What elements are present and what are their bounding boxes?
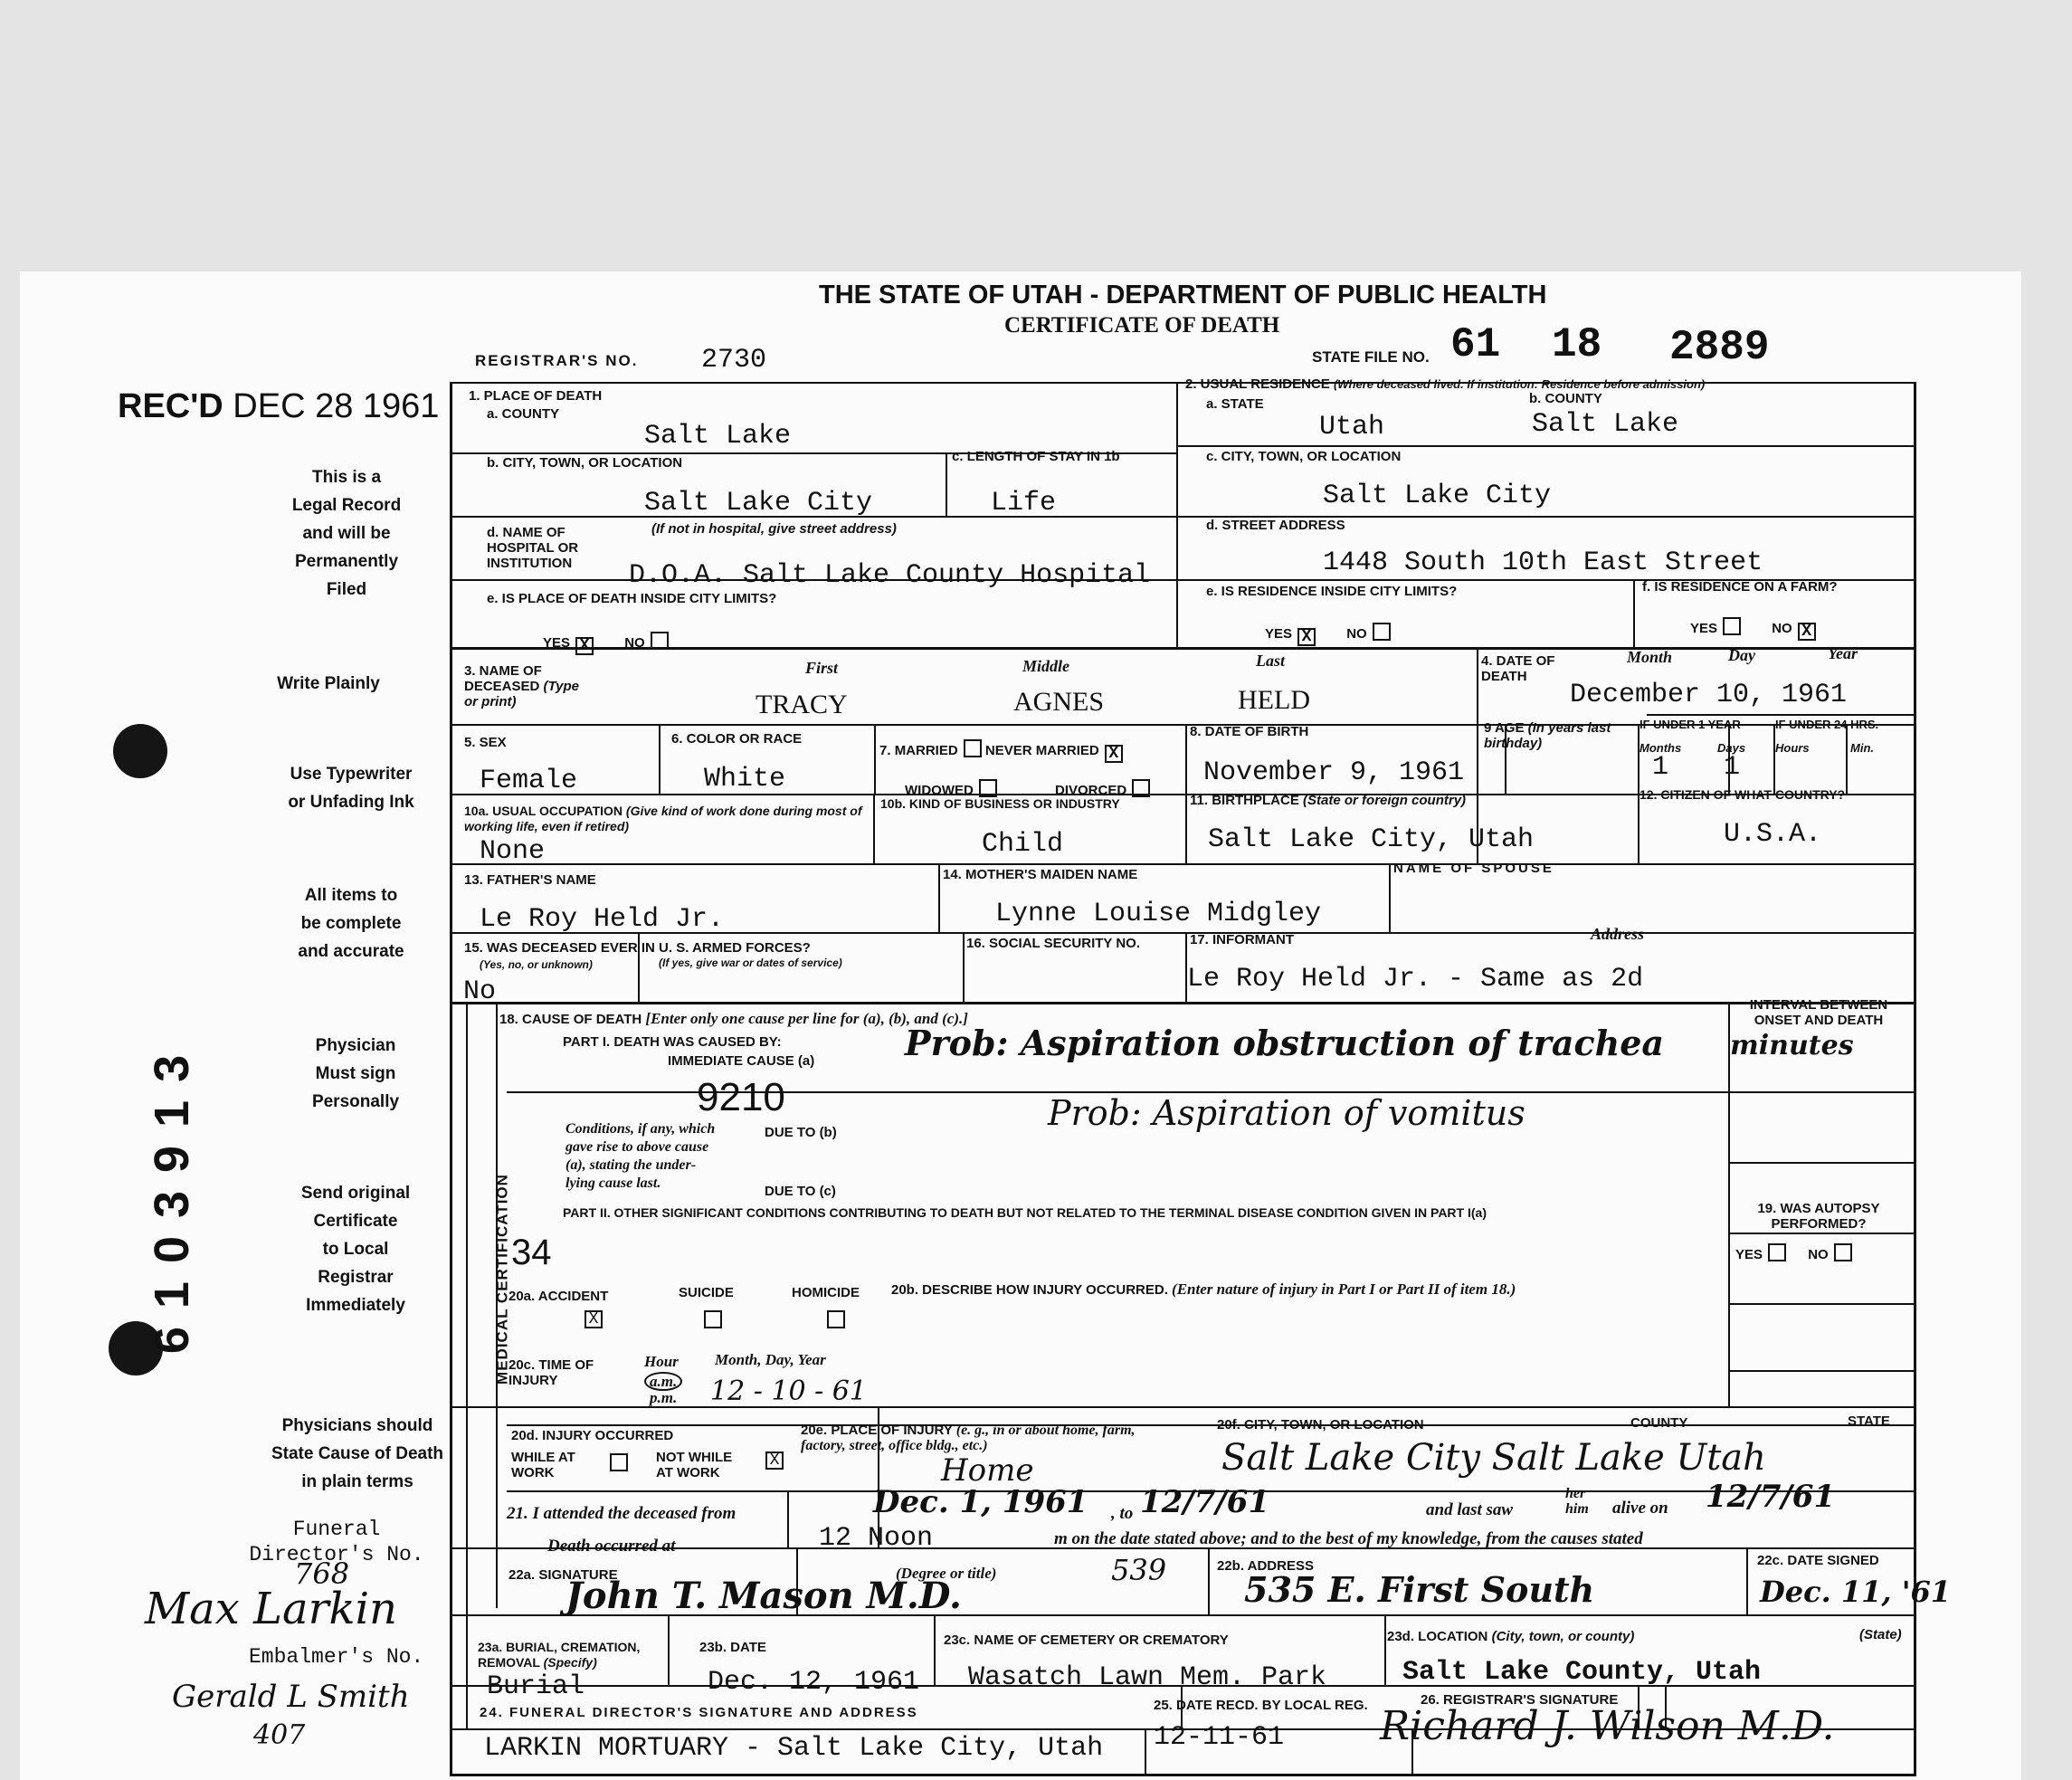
months-label: Months: [1640, 741, 1682, 755]
burial-date-label: 23b. DATE: [699, 1640, 766, 1655]
informant-label: 17. INFORMANT: [1190, 932, 1295, 947]
embalmer-signature: Gerald L Smith: [172, 1679, 410, 1715]
date-received-label: 25. DATE RECD. BY LOCAL REG.: [1154, 1698, 1368, 1713]
part2-label: PART II. OTHER SIGNIFICANT CONDITIONS CONTRIBUTING TO DEATH BUT NOT RELATED TO THE TERMINAL DISEASE CONDITION GIVEN IN PART I(a): [563, 1205, 1487, 1220]
row-line: [1728, 1303, 1914, 1305]
farm-answer: YES NO X: [1690, 617, 1816, 641]
race: White: [704, 764, 786, 795]
place-of-death-label: 1. PLACE OF DEATH: [469, 388, 603, 404]
row-line: [1728, 1233, 1914, 1234]
to-label: , to: [1111, 1504, 1134, 1523]
cause-b: Prob: Aspiration of vomitus: [1048, 1093, 1525, 1133]
cause-of-death-label: 18. CAUSE OF DEATH [Enter only one cause per line for (a), (b), and (c).]: [499, 1010, 968, 1027]
while-at-work: WHILE AT WORK: [511, 1450, 575, 1480]
stay-length: Life: [991, 488, 1057, 519]
mdy-label: Month, Day, Year: [715, 1351, 826, 1368]
typewriter-note: Use Typewriter or Unfading Ink: [288, 765, 414, 812]
physician-address-label: 22b. ADDRESS: [1217, 1558, 1314, 1574]
immediate-cause: Prob: Aspiration obstruction of trachea: [905, 1023, 1665, 1063]
residence-city-label: c. CITY, TOWN, OR LOCATION: [1206, 449, 1402, 464]
her-him-label: her him: [1565, 1486, 1589, 1517]
cemetery-label: 23c. NAME OF CEMETERY OR CREMATORY: [944, 1632, 1229, 1648]
header-subtitle: CERTIFICATE OF DEATH: [1004, 313, 1280, 338]
attended-from: Dec. 1, 1961: [873, 1484, 1088, 1520]
col-line: [1746, 1547, 1748, 1614]
row-line: [507, 1424, 1914, 1426]
marital-status: 7. MARRIED NEVER MARRIED X WIDOWED DIVORCED: [879, 731, 1150, 811]
registrar-no: 2730: [701, 345, 767, 376]
residence-county: Salt Lake: [1532, 409, 1679, 440]
autopsy-answer: YES NO: [1735, 1243, 1852, 1262]
occupation: None: [480, 836, 546, 867]
accident-checkbox[interactable]: X: [585, 1310, 603, 1328]
funeral-director: LARKIN MORTUARY - Salt Lake City, Utah: [484, 1733, 1104, 1764]
first-name-label: First: [805, 659, 839, 677]
part1-label: PART I. DEATH WAS CAUSED BY:: [563, 1034, 782, 1050]
injury-occurred-label: 20d. INJURY OCCURRED: [511, 1428, 674, 1443]
row-line: [1728, 1370, 1914, 1372]
birth-date: November 9, 1961: [1203, 757, 1465, 788]
row-line: [452, 1002, 1914, 1004]
middle-name: AGNES: [1013, 687, 1105, 717]
place-of-injury-label: 20e. PLACE OF INJURY (e. g., in or about home, farm, factory, street, office bldg., etc.): [801, 1423, 1136, 1453]
minutes-label: Min.: [1850, 741, 1874, 755]
col-line: [873, 794, 875, 863]
suicide-label: SUICIDE: [679, 1285, 734, 1300]
not-while-at-work: NOT WHILE AT WORK: [656, 1450, 733, 1480]
injury-date: 12 - 10 - 61: [710, 1375, 867, 1407]
col-line: [938, 863, 940, 932]
death-city: Salt Lake City: [644, 488, 873, 519]
armed-forces-label: 15. WAS DECEASED EVER IN U. S. ARMED FORCES?: [464, 940, 811, 956]
informant: Le Roy Held Jr. - Same as 2d: [1187, 964, 1644, 995]
row-line: [452, 1406, 1914, 1408]
signature-label: 22a. SIGNATURE: [508, 1567, 618, 1583]
col-line: [934, 1614, 936, 1685]
received-label: REC'D: [118, 387, 223, 425]
inside-city-label: e. IS PLACE OF DEATH INSIDE CITY LIMITS?: [487, 591, 777, 606]
sex-label: 5. SEX: [464, 735, 507, 750]
suicide-checkbox[interactable]: [704, 1310, 722, 1328]
date-signed: Dec. 11, '61: [1760, 1575, 1952, 1609]
inside-city-no-checkbox[interactable]: [651, 632, 669, 650]
interval-label: INTERVAL BETWEEN ONSET AND DEATH: [1749, 997, 1888, 1028]
armed-forces-hint-2: (If yes, give war or dates of service): [659, 957, 842, 969]
residence-state-label: a. STATE: [1206, 396, 1264, 412]
physician-number: 539: [1111, 1553, 1167, 1587]
while-at-work-checkbox[interactable]: [610, 1453, 628, 1471]
residence-city-yes-checkbox[interactable]: X: [1297, 628, 1316, 646]
last-name-label: Last: [1256, 652, 1286, 670]
industry-label: 10b. KIND OF BUSINESS OR INDUSTRY: [880, 796, 1120, 811]
write-plainly-note: Write Plainly: [277, 674, 380, 693]
stay-length-label: c. LENGTH OF STAY IN 1b: [952, 449, 1120, 464]
embalmer-no: 407: [253, 1719, 306, 1751]
header-title: THE STATE OF UTAH - DEPARTMENT OF PUBLIC HEALTH: [819, 281, 1547, 309]
complete-note: All items to be complete and accurate: [298, 886, 404, 961]
funeral-director-signature: Max Larkin: [145, 1584, 397, 1634]
date-signed-label: 22c. DATE SIGNED: [1757, 1553, 1879, 1568]
first-name: TRACY: [756, 690, 848, 719]
death-time: 12 Noon: [819, 1523, 934, 1554]
funeral-director-no: 768: [294, 1556, 350, 1591]
autopsy-yes-checkbox[interactable]: [1768, 1243, 1786, 1261]
homicide-label: HOMICIDE: [792, 1285, 860, 1300]
death-day-label: Day: [1728, 646, 1755, 664]
col-line: [1389, 863, 1391, 932]
pm-label: p.m.: [650, 1389, 678, 1406]
inside-city-yes-checkbox[interactable]: X: [575, 637, 594, 655]
father-name-label: 13. FATHER'S NAME: [464, 872, 596, 888]
injury-location: Salt Lake City Salt Lake Utah: [1221, 1437, 1766, 1479]
state-file-2: 18: [1552, 321, 1602, 368]
am-label: a.m.: [644, 1372, 682, 1391]
armed-forces-hint-1: (Yes, no, or unknown): [480, 958, 593, 971]
received-stamp: [118, 387, 439, 426]
last-saw-label: and last saw: [1426, 1500, 1514, 1519]
state-cause-note: Physicians should State Cause of Death in plain terms: [271, 1416, 444, 1491]
state-file-3: 2889: [1669, 324, 1770, 371]
punch-hole: [113, 724, 167, 778]
spouse-label: NAME OF SPOUSE: [1393, 861, 1554, 876]
birthplace: Salt Lake City, Utah: [1208, 824, 1535, 855]
degree-label: (Degree or title): [896, 1565, 997, 1582]
time-of-injury-label: 20c. TIME OF INJURY: [508, 1357, 594, 1388]
col-line: [659, 724, 661, 794]
row-line: [1728, 1162, 1914, 1164]
hours-label: Hours: [1775, 741, 1810, 755]
registrar-signature: Richard J. Wilson M.D.: [1380, 1703, 1835, 1749]
inside-city-answer: YES X NO: [543, 632, 669, 655]
legal-record-note: This is a Legal Record and will be Permanently Filed: [291, 468, 402, 599]
autopsy-no-checkbox[interactable]: [1834, 1243, 1852, 1261]
death-statement: m on the date stated above; and to the best of my knowledge, from the causes stated: [1054, 1529, 1643, 1548]
farm-yes-checkbox[interactable]: [1723, 617, 1741, 635]
not-while-at-work-checkbox[interactable]: X: [765, 1452, 784, 1470]
under-1-year-label: IF UNDER 1 YEAR: [1640, 718, 1741, 731]
residence-city-no-checkbox[interactable]: [1373, 623, 1391, 641]
col-line: [963, 932, 965, 1002]
interval: minutes: [1730, 1030, 1854, 1061]
due-to-b-label: DUE TO (b): [765, 1125, 837, 1140]
burial-date: Dec. 12, 1961: [708, 1667, 920, 1698]
injury-city-label: 20f. CITY, TOWN, OR LOCATION: [1217, 1417, 1424, 1433]
col-line: [1185, 724, 1187, 863]
registrar-no-label: REGISTRAR'S NO.: [475, 352, 639, 369]
date-of-death-label: 4. DATE OF DEATH: [1481, 653, 1555, 684]
diagnosis-code: 9210: [697, 1075, 785, 1119]
hour-label: Hour: [644, 1353, 679, 1370]
attended-to: 12/7/61: [1140, 1484, 1270, 1520]
vertical-file-number: 6103913: [145, 1036, 199, 1355]
hospital-hint: (If not in hospital, give street address): [651, 521, 897, 537]
armed-forces: No: [463, 976, 497, 1007]
mother-name: Lynne Louise Midgley: [995, 899, 1322, 929]
residence-county-label: b. COUNTY: [1529, 391, 1602, 406]
under-24-hours-label: IF UNDER 24 HRS.: [1775, 718, 1879, 731]
divorced-checkbox[interactable]: [1132, 779, 1150, 797]
farm-label: f. IS RESIDENCE ON A FARM?: [1642, 579, 1838, 595]
age-months: 1: [1652, 752, 1669, 783]
ssn-label: 16. SOCIAL SECURITY NO.: [966, 936, 1140, 951]
farm-no-checkbox[interactable]: X: [1798, 623, 1816, 641]
homicide-checkbox[interactable]: [827, 1310, 845, 1328]
burial-state-label: (State): [1859, 1627, 1902, 1642]
row-line: [452, 863, 1914, 865]
medical-certification-label: MEDICAL CERTIFICATION: [493, 1174, 511, 1385]
date-received: 12-11-61: [1154, 1722, 1285, 1753]
residence-city: Salt Lake City: [1323, 481, 1552, 511]
funeral-director-sig-label: 24. FUNERAL DIRECTOR'S SIGNATURE AND ADDRESS: [480, 1705, 918, 1720]
col-line: [787, 1490, 789, 1547]
funeral-director-label: Funeral Director's No.: [249, 1518, 424, 1566]
residence-inside-city-label: e. IS RESIDENCE INSIDE CITY LIMITS?: [1206, 584, 1458, 599]
last-seen-alive: 12/7/61: [1706, 1479, 1836, 1515]
mother-name-label: 14. MOTHER'S MAIDEN NAME: [943, 867, 1138, 882]
col-line: [1145, 1728, 1146, 1774]
col-line: [1176, 382, 1178, 647]
age-label: 9 AGE (In years last birthday): [1484, 720, 1611, 751]
sex: Female: [480, 766, 578, 796]
col-line: [1208, 1547, 1210, 1614]
middle-name-label: Middle: [1022, 657, 1069, 675]
last-name: HELD: [1238, 685, 1310, 715]
death-month-label: Month: [1627, 648, 1673, 666]
conditions-label: Conditions, if any, which gave rise to above cause (a), stating the under- lying cause last.: [566, 1121, 716, 1191]
col-line: [466, 1002, 468, 1728]
race-label: 6. COLOR OR RACE: [671, 731, 803, 747]
state-file-label: STATE FILE NO.: [1312, 348, 1430, 366]
hospital-label: d. NAME OF HOSPITAL OR INSTITUTION: [487, 525, 579, 571]
widowed-checkbox[interactable]: [979, 779, 997, 797]
birth-date-label: 8. DATE OF BIRTH: [1190, 724, 1309, 739]
residence-inside-city-answer: YES X NO: [1265, 623, 1391, 646]
col-line: [1846, 724, 1848, 794]
street-address-label: d. STREET ADDRESS: [1206, 518, 1345, 533]
deceased-name-label: 3. NAME OF DECEASED (Type or print): [464, 663, 579, 709]
diagnosis-code-2: 34: [511, 1233, 552, 1272]
attended-label: 21. I attended the deceased from: [507, 1504, 737, 1523]
residence-state: Utah: [1319, 412, 1385, 443]
col-line: [1384, 1614, 1386, 1685]
disposition: Burial: [487, 1671, 585, 1702]
citizen-label: 12. CITIZEN OF WHAT COUNTRY?: [1640, 787, 1846, 802]
usual-residence-label: 2. USUAL RESIDENCE (Where deceased lived. If institution: Residence before admission): [1185, 376, 1706, 392]
due-to-c-label: DUE TO (c): [765, 1184, 836, 1199]
birthplace-label: 11. BIRTHPLACE (State or foreign country): [1190, 793, 1467, 808]
physician-address: 535 E. First South: [1244, 1569, 1595, 1610]
col-line: [1773, 724, 1775, 794]
place-of-injury: Home: [941, 1452, 1034, 1489]
burial-location-label: 23d. LOCATION (City, town, or county): [1387, 1629, 1635, 1644]
physician-signature: John T. Mason M.D.: [566, 1575, 962, 1617]
death-city-label: b. CITY, TOWN, OR LOCATION: [487, 455, 683, 471]
married-checkbox[interactable]: [964, 739, 982, 757]
accident-label: 20a. ACCIDENT: [508, 1289, 609, 1304]
burial-label: 23a. BURIAL, CREMATION, REMOVAL (Specify): [478, 1640, 641, 1670]
col-line: [946, 452, 947, 516]
immediate-cause-label: IMMEDIATE CAUSE (a): [668, 1053, 815, 1069]
row-line: [1176, 445, 1914, 447]
col-line: [668, 1614, 670, 1685]
death-county: Salt Lake: [644, 421, 792, 452]
autopsy-label: 19. WAS AUTOPSY PERFORMED?: [1757, 1201, 1880, 1232]
state-file-1: 61: [1450, 321, 1501, 368]
received-date: DEC 28 1961: [233, 387, 440, 425]
col-line: [1633, 579, 1635, 647]
embalmer-label: Embalmer's No.: [249, 1645, 424, 1669]
street-address: 1448 South 10th East Street: [1323, 547, 1763, 578]
row-line: [452, 647, 1914, 650]
date-of-death: December 10, 1961: [1570, 680, 1848, 710]
death-occurred-label: Death occurred at: [547, 1537, 676, 1556]
alive-on-label: alive on: [1612, 1499, 1668, 1518]
death-year-label: Year: [1828, 644, 1858, 662]
injury-county-label: COUNTY: [1630, 1415, 1688, 1431]
registrar-signature-label: 26. REGISTRAR'S SIGNATURE: [1421, 1692, 1619, 1708]
cemetery: Wasatch Lawn Mem. Park: [968, 1662, 1327, 1693]
row-line: [1647, 714, 1914, 716]
burial-location: Salt Lake County, Utah: [1402, 1657, 1762, 1688]
informant-address-label: Address: [1591, 925, 1645, 943]
industry: Child: [982, 829, 1064, 860]
age-days: 1: [1724, 752, 1741, 783]
occupation-label: 10a. USUAL OCCUPATION (Give kind of work done during most of working life, even if retired): [464, 804, 862, 833]
father-name: Le Roy Held Jr.: [480, 904, 725, 935]
injury-state-label: STATE: [1848, 1414, 1890, 1429]
physician-note: Physician Must sign Personally: [311, 1036, 400, 1111]
hospital-name: D.O.A. Salt Lake County Hospital: [629, 560, 1151, 591]
send-original-note: Send original Certificate to Local Registrar Immediately: [300, 1184, 411, 1315]
col-line: [874, 724, 876, 794]
days-label: Days: [1717, 741, 1746, 755]
citizen: U.S.A.: [1724, 819, 1822, 850]
injury-description-label: 20b. DESCRIBE HOW INJURY OCCURRED. (Enter nature of injury in Part I or Part II of item 18.): [891, 1280, 1516, 1298]
never-married-checkbox[interactable]: X: [1105, 745, 1123, 763]
county-label: a. COUNTY: [487, 406, 560, 422]
